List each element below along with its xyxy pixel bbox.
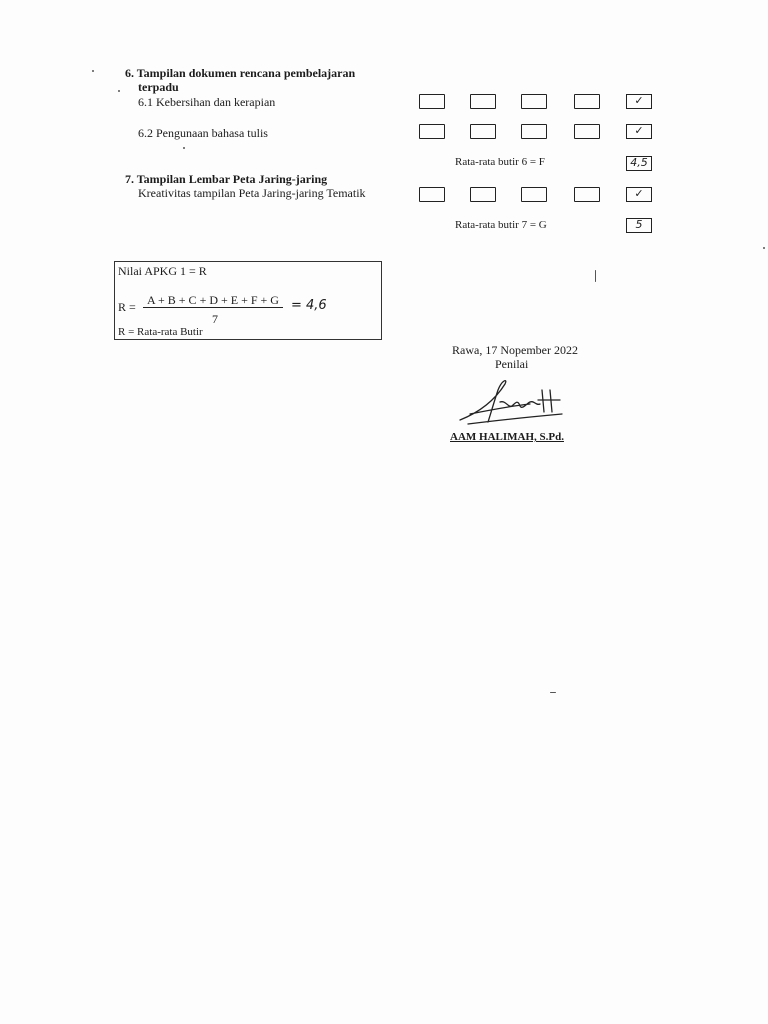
score-box-6-1-2[interactable] bbox=[470, 94, 496, 109]
section-6-title: 6. Tampilan dokumen rencana pembelajaran bbox=[125, 66, 356, 80]
formula-numerator: A + B + C + D + E + F + G bbox=[147, 293, 279, 307]
score-box-6-1-5-checked[interactable]: ✓ bbox=[626, 94, 652, 109]
score-box-7-5-checked[interactable]: ✓ bbox=[626, 187, 652, 202]
score-box-6-2-2[interactable] bbox=[470, 124, 496, 139]
apkg-formula-box bbox=[114, 261, 382, 340]
formula-heading: Nilai APKG 1 = R bbox=[118, 264, 207, 278]
scan-speck bbox=[92, 70, 94, 72]
place-date: Rawa, 17 Nopember 2022 bbox=[452, 343, 578, 357]
formula-result: = 4,6 bbox=[291, 298, 327, 313]
scan-speck bbox=[183, 147, 185, 149]
score-box-6-2-3[interactable] bbox=[521, 124, 547, 139]
average-7-value: 5 bbox=[626, 218, 652, 233]
score-box-6-2-5-checked[interactable]: ✓ bbox=[626, 124, 652, 139]
score-box-6-1-4[interactable] bbox=[574, 94, 600, 109]
average-6-label: Rata-rata butir 6 = F bbox=[455, 156, 545, 168]
score-box-7-4[interactable] bbox=[574, 187, 600, 202]
formula-legend: R = Rata-rata Butir bbox=[118, 326, 203, 338]
scan-speck bbox=[595, 270, 596, 282]
item-7-label: Kreativitas tampilan Peta Jaring-jaring Tematik bbox=[138, 186, 366, 200]
scan-speck bbox=[550, 692, 556, 693]
formula-denominator: 7 bbox=[212, 312, 218, 326]
average-6-value: 4,5 bbox=[626, 156, 652, 171]
signer-name: AAM HALIMAH, S.Pd. bbox=[450, 431, 564, 443]
average-7-label: Rata-rata butir 7 = G bbox=[455, 219, 547, 231]
section-7-title: 7. Tampilan Lembar Peta Jaring-jaring bbox=[125, 172, 328, 186]
section-6-title-cont: terpadu bbox=[138, 80, 179, 94]
item-6-1-label: 6.1 Kebersihan dan kerapian bbox=[138, 95, 276, 109]
score-box-7-1[interactable] bbox=[419, 187, 445, 202]
signer-role: Penilai bbox=[495, 357, 529, 371]
fraction-bar bbox=[143, 307, 283, 308]
scan-speck bbox=[118, 90, 120, 92]
score-box-6-1-1[interactable] bbox=[419, 94, 445, 109]
score-box-6-1-3[interactable] bbox=[521, 94, 547, 109]
item-6-2-label: 6.2 Pengunaan bahasa tulis bbox=[138, 126, 268, 140]
score-box-7-2[interactable] bbox=[470, 187, 496, 202]
score-box-6-2-1[interactable] bbox=[419, 124, 445, 139]
score-box-6-2-4[interactable] bbox=[574, 124, 600, 139]
handwritten-signature bbox=[450, 372, 570, 432]
scan-speck bbox=[763, 247, 765, 249]
formula-lhs: R = bbox=[118, 300, 136, 314]
score-box-7-3[interactable] bbox=[521, 187, 547, 202]
